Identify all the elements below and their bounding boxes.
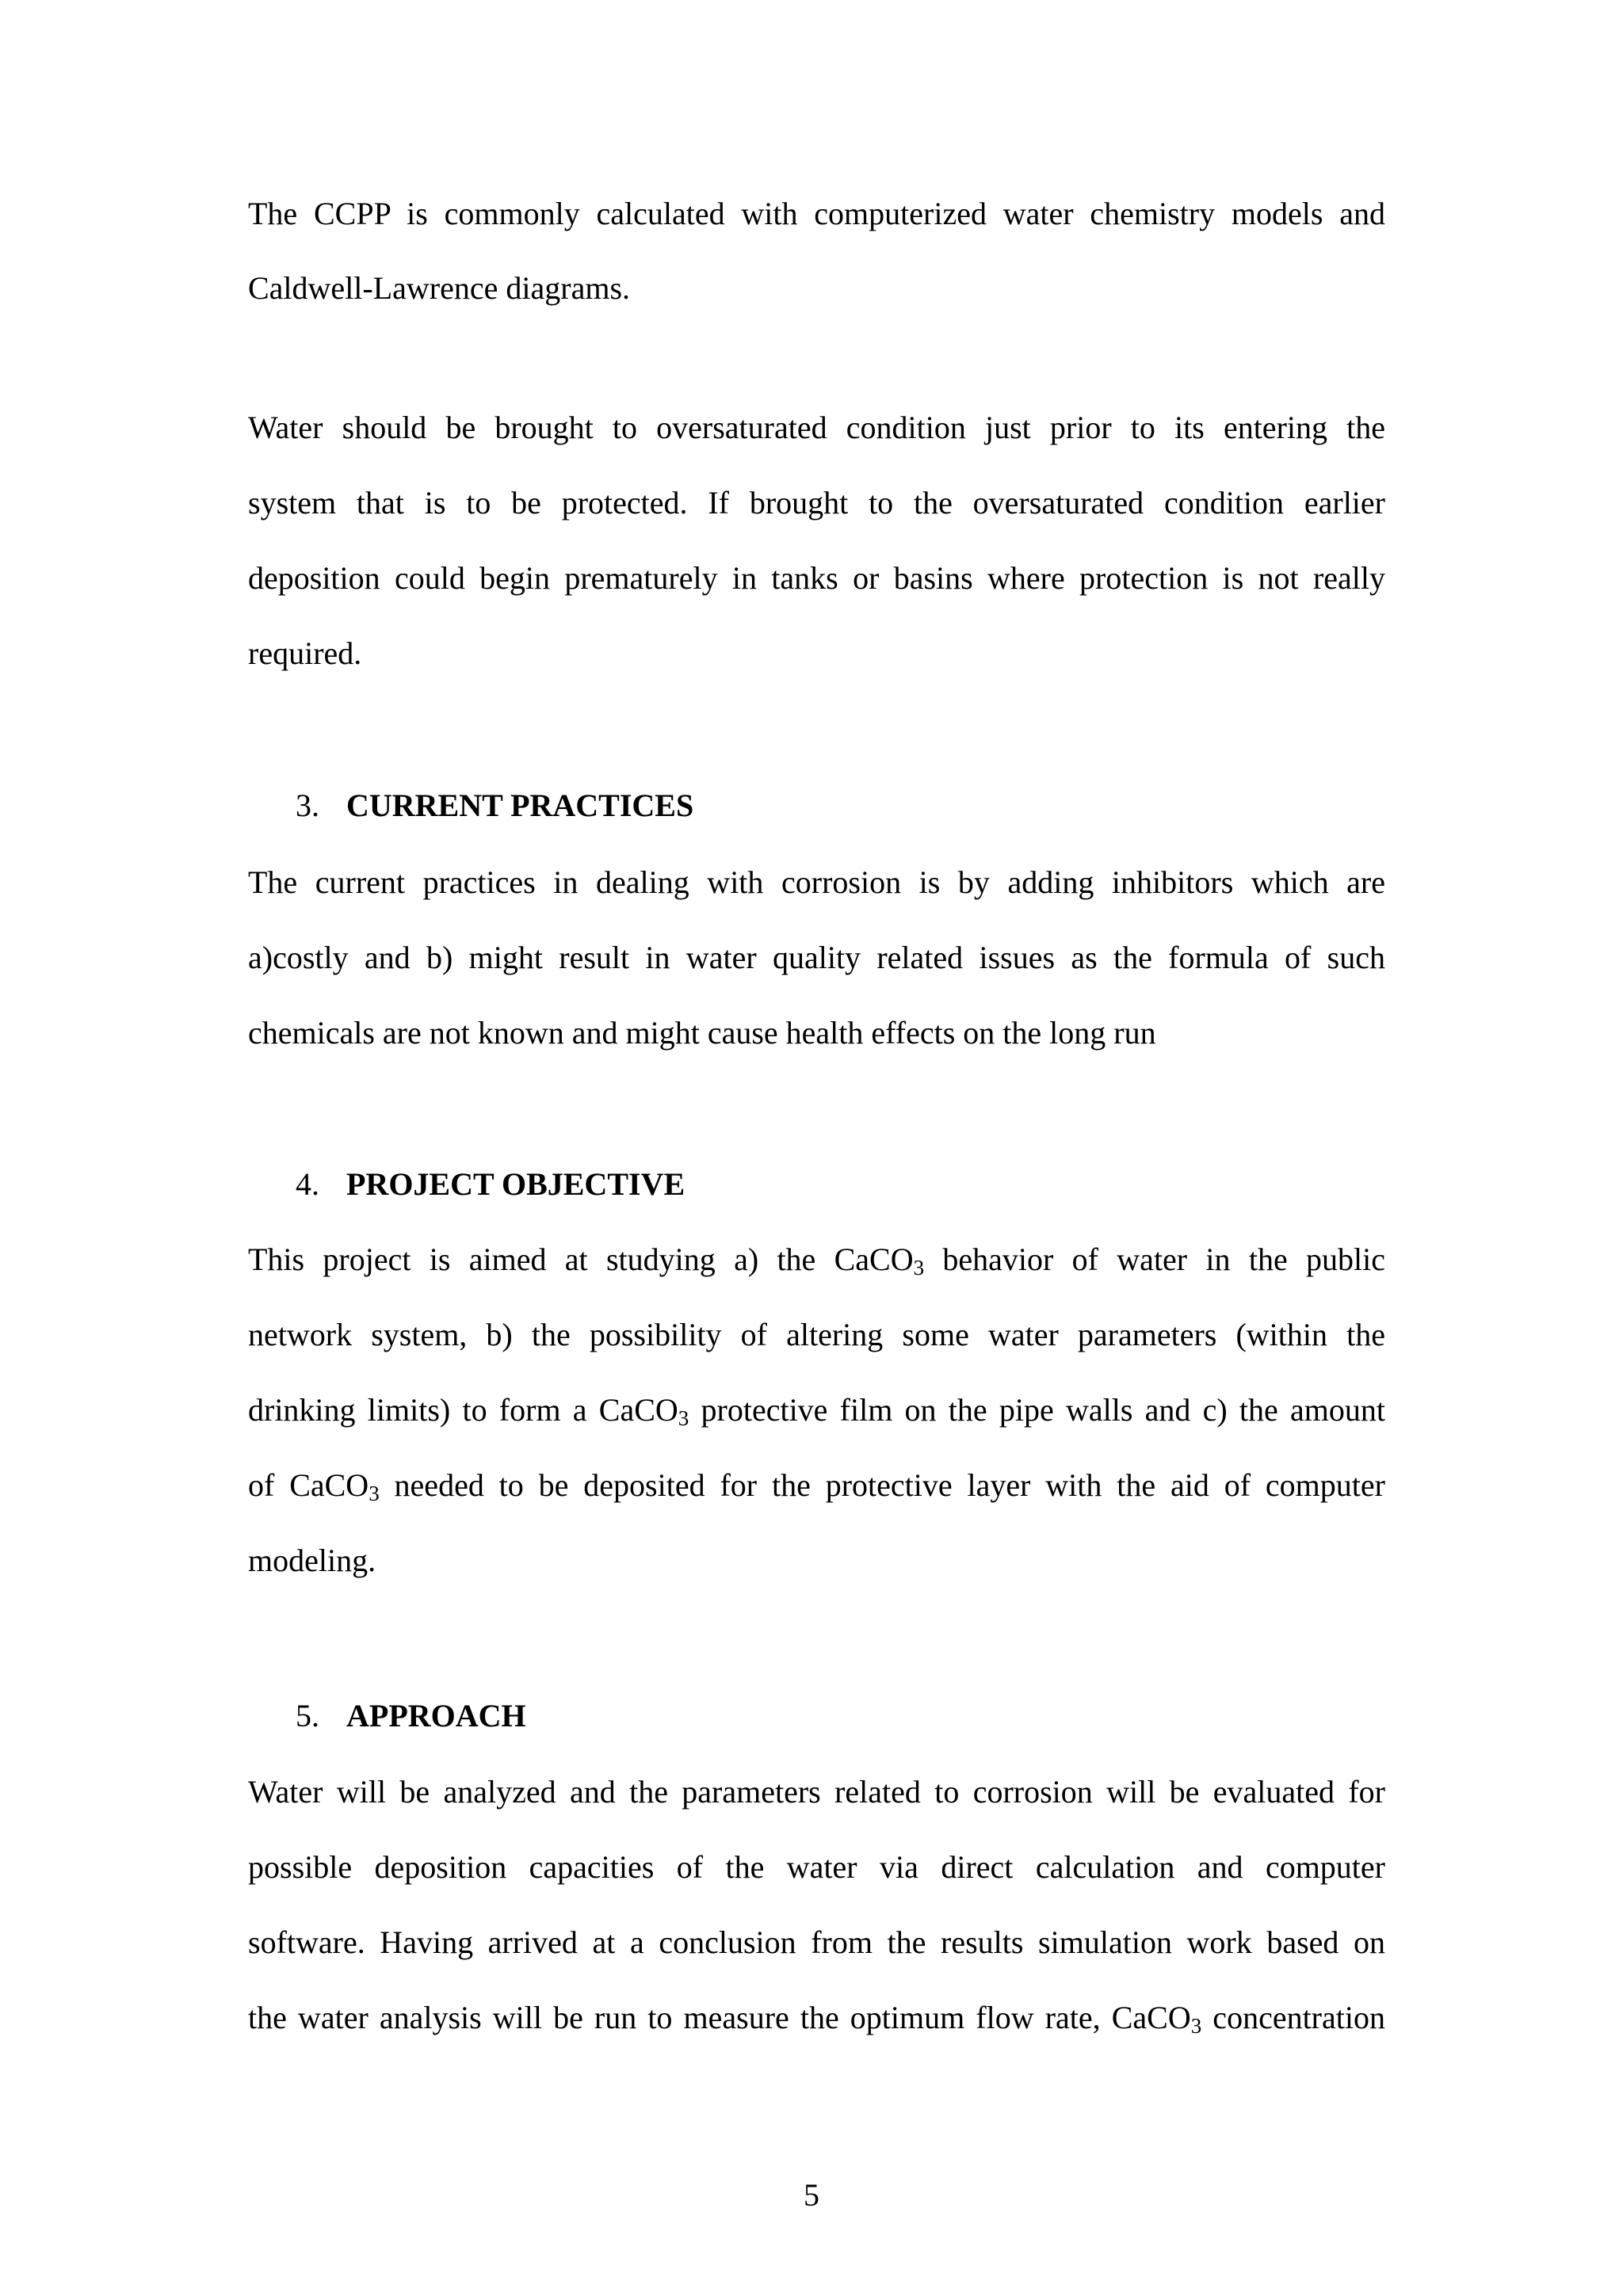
text-line xyxy=(248,1241,1385,1279)
section-number: 3. xyxy=(296,788,319,823)
text-line xyxy=(248,1466,1385,1505)
text-line: The CCPP is commonly calculated with computerized water chemistry models and xyxy=(248,196,1385,231)
text-line: Water should be brought to oversaturated condition just prior to its entering the xyxy=(248,410,1385,445)
section-title: APPROACH xyxy=(346,1698,526,1733)
text-line: system that is to be protected. If brought to the oversaturated condition earlier xyxy=(248,485,1385,521)
text-run: protective film on the pipe walls and c) the amount xyxy=(689,1392,1385,1428)
text-line: required. xyxy=(248,635,362,671)
text-run: drinking limits) to form a CaCO xyxy=(248,1392,678,1428)
subscript: 3 xyxy=(1190,2014,1202,2038)
subscript: 3 xyxy=(678,1406,689,1430)
text-run: the water analysis will be run to measure the optimum flow rate, CaCO xyxy=(248,2000,1191,2035)
text-run: concentration xyxy=(1201,2000,1385,2035)
text-line xyxy=(248,1391,1385,1429)
text-line: software. Having arrived at a conclusion from the results simulation work based on xyxy=(248,1924,1385,1960)
text-line: chemicals are not known and might cause health effects on the long run xyxy=(248,1015,1156,1051)
text-line: possible deposition capacities of the water via direct calculation and computer xyxy=(248,1849,1385,1885)
text-line: a)costly and b) might result in water quality related issues as the formula of such xyxy=(248,940,1385,975)
text-line: Caldwell-Lawrence diagrams. xyxy=(248,270,631,306)
page-number: 5 xyxy=(804,2177,819,2213)
section-heading-current-practices xyxy=(296,787,693,825)
subscript: 3 xyxy=(369,1482,380,1505)
subscript: 3 xyxy=(913,1256,925,1280)
text-run: needed to be deposited for the protective layer with the aid of computer xyxy=(379,1467,1385,1503)
section-number: 5. xyxy=(296,1698,319,1733)
section-number: 4. xyxy=(296,1166,319,1202)
text-run: This project is aimed at studying a) the CaCO xyxy=(248,1241,914,1277)
text-run: behavior of water in the public xyxy=(924,1241,1385,1277)
text-line: deposition could begin prematurely in tanks or basins where protection is not really xyxy=(248,560,1385,596)
text-line xyxy=(248,1999,1385,2037)
text-line: network system, b) the possibility of altering some water parameters (within the xyxy=(248,1317,1385,1352)
section-title: CURRENT PRACTICES xyxy=(346,788,694,823)
section-heading-approach xyxy=(296,1697,526,1735)
text-line: The current practices in dealing with corrosion is by adding inhibitors which are xyxy=(248,864,1385,900)
text-run: of CaCO xyxy=(248,1467,369,1503)
section-title: PROJECT OBJECTIVE xyxy=(346,1166,685,1202)
section-heading-project-objective xyxy=(296,1165,685,1203)
text-line: Water will be analyzed and the parameters related to corrosion will be evaluated for xyxy=(248,1774,1385,1810)
text-line: modeling. xyxy=(248,1543,376,1578)
